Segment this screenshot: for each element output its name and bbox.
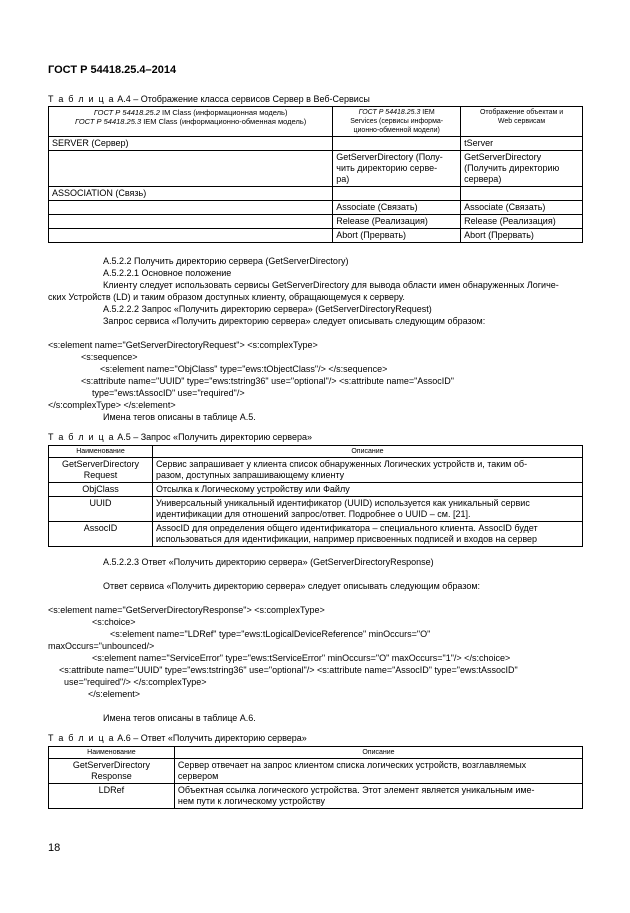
paragraph-a52222: А.5.2.2.2 Запрос «Получить директорию сервера» (GetServerDirectoryRequest) [103, 304, 432, 314]
table-cell: Release (Реализация) [461, 215, 583, 229]
table-a6 [48, 746, 583, 809]
table-cell [49, 151, 333, 187]
table-cell: Release (Реализация) [333, 215, 461, 229]
table-cell: Associate (Связать) [333, 201, 461, 215]
table-cell: Сервер отвечает на запрос клиентом списка логических устройств, возглавляемых сервером [174, 759, 582, 784]
table-cell [333, 187, 461, 201]
table-a6-head-name: Наименование [49, 747, 175, 759]
table-a5-caption-label: Т а б л и ц а [48, 432, 115, 442]
table-cell: ObjClass [49, 483, 153, 497]
paragraph-a52223: А.5.2.2.3 Ответ «Получить директорию сервера» (GetServerDirectoryResponse) [103, 557, 434, 567]
code-line: </s:element> [88, 689, 141, 699]
table-cell: Associate (Связать) [461, 201, 583, 215]
table-cell [49, 229, 333, 243]
code-line: <s:element name="GetServerDirectoryResponse"> <s:complexType> [48, 605, 325, 615]
table-cell: ASSOCIATION (Связь) [49, 187, 333, 201]
table-row [49, 483, 583, 497]
code-line: <s:sequence> [81, 352, 138, 362]
table-a4-caption [48, 94, 370, 104]
code-line: <s:choice> [92, 617, 136, 627]
table-cell: UUID [49, 497, 153, 522]
table-a6-caption [48, 733, 307, 743]
paragraph-client-line1: Клиенту следует использовать сервисы GetServerDirectory для вывода области имен обнаруженных Логиче- [103, 280, 559, 290]
table-a4-caption-label: Т а б л и ц а [48, 94, 115, 104]
table-cell: AssocID для определения общего идентификатора – специального клиента. AssocID будет использоваться для идентификации, например присвоенных подписей и входов на сервер [152, 522, 582, 547]
table-cell [461, 187, 583, 201]
code-line: maxOccurs="unbounced/> [48, 641, 155, 651]
table-a4 [48, 106, 583, 243]
table-cell: GetServerDirectory (Полу- чить директорию серве- ра) [333, 151, 461, 187]
table-row [49, 759, 583, 784]
code-line: <s:element name="ServiceError" type="ews:tServiceError" minOccurs="O" maxOccurs="1"/> </s:choice> [92, 653, 511, 663]
table-cell: Abort (Прервать) [461, 229, 583, 243]
table-cell: Объектная ссылка логического устройства. Этот элемент является уникальным име- нем пути к логическому устройству [174, 784, 582, 809]
code-line: <s:attribute name="UUID" type="ews:tstring36" use="optional"/> <s:attribute name="AssocID" type="ews:tAssocID" [59, 665, 518, 675]
table-row [49, 446, 583, 458]
table-cell: GetServerDirectory Response [49, 759, 175, 784]
document-header: ГОСТ Р 54418.25.4–2014 [48, 64, 177, 76]
table-a4-head-col3: Отображение объектам и Web сервисам [461, 107, 583, 137]
table-row [49, 522, 583, 547]
table-cell: Отсылка к Логическому устройству или Файлу [152, 483, 582, 497]
table-row [49, 151, 583, 187]
table-cell: Abort (Прервать) [333, 229, 461, 243]
table-a6-caption-label: Т а б л и ц а [48, 733, 115, 743]
paragraph-response-desc: Ответ сервиса «Получить директорию сервера» следует описывать следующим образом: [103, 581, 481, 591]
table-row [49, 187, 583, 201]
table-cell: AssocID [49, 522, 153, 547]
table-a5-caption [48, 432, 312, 442]
code-line: <s:attribute name="UUID" type="ews:tstring36" use="optional"/> <s:attribute name="AssocID" [81, 376, 454, 386]
table-cell: tServer [461, 137, 583, 151]
table-row [49, 458, 583, 483]
table-a5-caption-text: А.5 – Запрос «Получить директорию сервера» [117, 432, 312, 442]
names-note-a5: Имена тегов описаны в таблице А.5. [103, 412, 256, 422]
code-line: <s:element name="GetServerDirectoryRequest"> <s:complexType> [48, 340, 318, 350]
table-cell: GetServerDirectory (Получить директорию сервера) [461, 151, 583, 187]
table-a5 [48, 445, 583, 547]
table-row [49, 107, 583, 137]
table-cell: LDRef [49, 784, 175, 809]
code-line: use="required"/> </s:complexType> [64, 677, 207, 687]
table-a4-head-col1: ГОСТ Р 54418.25.2 IM Class (информационная модель) ГОСТ Р 54418.25.3 IEM Class (информационно-обменная модель) [49, 107, 333, 137]
table-row [49, 497, 583, 522]
table-row [49, 747, 583, 759]
table-row [49, 215, 583, 229]
code-line: <s:element name="LDRef" type="ews:tLogicalDeviceReference" minOccurs="O" [110, 629, 431, 639]
table-cell: SERVER (Сервер) [49, 137, 333, 151]
table-cell [49, 201, 333, 215]
table-row [49, 201, 583, 215]
table-cell [49, 215, 333, 229]
table-a5-head-name: Наименование [49, 446, 153, 458]
table-a6-head-desc: Описание [174, 747, 582, 759]
table-row [49, 229, 583, 243]
code-line: </s:complexType> </s:element> [48, 400, 176, 410]
code-line: type="ews:tAssocID" use="required"/> [92, 388, 245, 398]
table-row [49, 784, 583, 809]
paragraph-request-desc: Запрос сервиса «Получить директорию сервера» следует описывать следующим образом: [103, 316, 486, 326]
table-cell: GetServerDirectory Request [49, 458, 153, 483]
table-cell: Сервис запрашивает у клиента список обнаруженных Логических устройств и, таким об- разом, доступных запрашивающему клиенту [152, 458, 582, 483]
paragraph-client-line2: ских Устройств (LD) и таким образом доступных клиенту, обращающемуся к серверу. [48, 292, 405, 302]
table-a4-caption-text: А.4 – Отображение класса сервисов Сервер в Веб-Сервисы [117, 94, 370, 104]
code-line: <s:element name="ObjClass" type="ews:tObjectClass"/> </s:sequence> [100, 364, 388, 374]
table-a4-head-col2: ГОСТ Р 54418.25.3 IEM Services (сервисы информа- ционно-обменной модели) [333, 107, 461, 137]
paragraph-a52221: А.5.2.2.1 Основное положение [103, 268, 232, 278]
table-cell: Универсальный уникальный идентификатор (UUID) используется как уникальный сервис идентификации для отношений запрос/ответ. Подробнее о UUID – см. [21]. [152, 497, 582, 522]
table-cell [333, 137, 461, 151]
table-a6-caption-text: А.6 – Ответ «Получить директорию сервера» [117, 733, 307, 743]
names-note-a6: Имена тегов описаны в таблице А.6. [103, 713, 256, 723]
table-row [49, 137, 583, 151]
paragraph-a5222: А.5.2.2 Получить директорию сервера (GetServerDirectory) [103, 256, 349, 266]
table-a5-head-desc: Описание [152, 446, 582, 458]
page-number: 18 [48, 842, 61, 854]
